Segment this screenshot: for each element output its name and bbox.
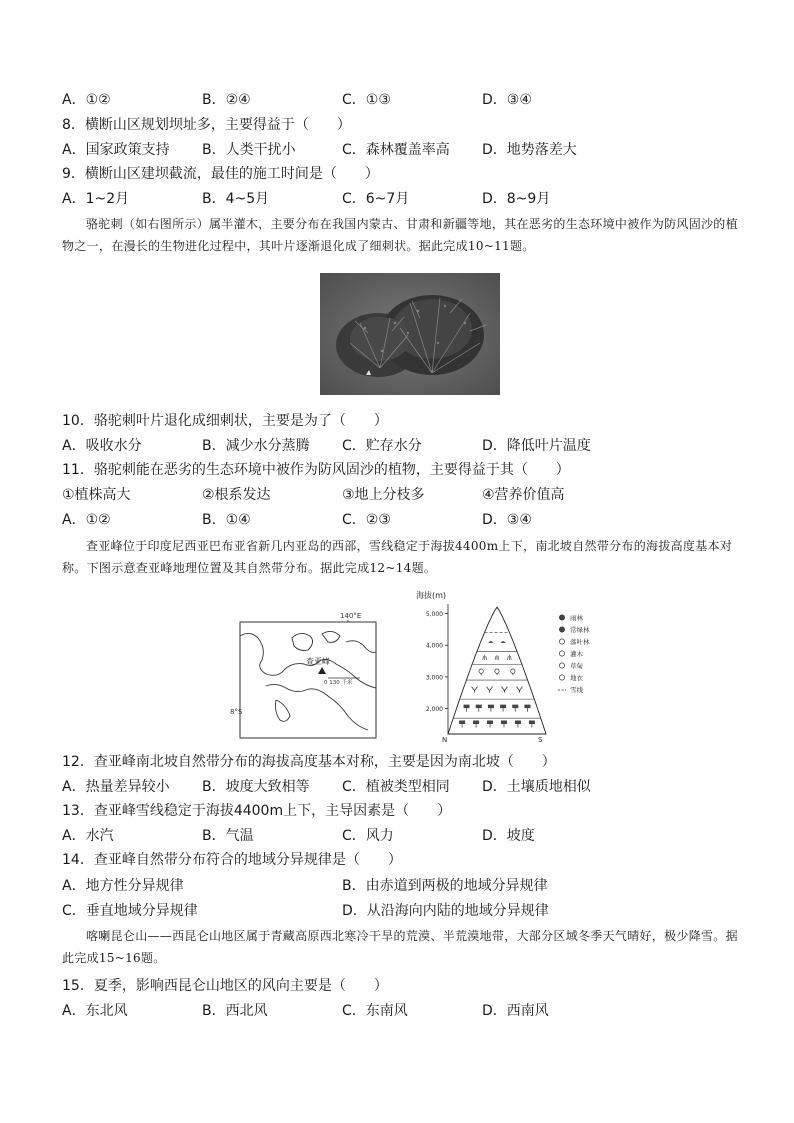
q11-stem: 11．骆驼刺能在恶劣的生态环境中被作为防风固沙的植物，主要得益于其（ ） — [62, 462, 570, 478]
evergreen-forest-symbol — [524, 705, 530, 709]
legend-swatch — [559, 675, 564, 680]
evergreen-forest-symbol — [464, 705, 470, 709]
q8-option-a[interactable]: A．国家政策支持 — [62, 142, 170, 158]
q12-option-d[interactable]: D．土壤质地相似 — [482, 779, 591, 795]
q10-option-b[interactable]: B．减少水分蒸腾 — [202, 438, 310, 454]
rainforest-symbol — [529, 720, 535, 724]
q12-option-b[interactable]: B．坡度大致相等 — [202, 779, 310, 795]
q13-option-b[interactable]: B．气温 — [202, 828, 254, 844]
evergreen-forest-symbol — [512, 705, 518, 709]
q15-option-a[interactable]: A．东北风 — [62, 1003, 128, 1019]
q13-stem: 13．查亚峰雪线稳定于海拔4400m上下，主导因素是（ ） — [62, 803, 452, 819]
legend-label: 草甸 — [570, 662, 583, 670]
rainforest-symbol — [473, 720, 479, 724]
legend-swatch — [559, 639, 564, 644]
q9-option-c[interactable]: C．6~7月 — [342, 191, 410, 207]
legend-swatch — [559, 615, 564, 620]
q14-option-a[interactable]: A．地方性分异规律 — [62, 878, 184, 894]
mountain-outline — [448, 607, 546, 734]
q15-option-c[interactable]: C．东南风 — [342, 1003, 408, 1019]
map-scale-label: 0 130 千米 — [324, 680, 353, 686]
legend-label: 雨林 — [570, 614, 583, 622]
location-map — [230, 608, 380, 742]
map-latitude-label: 8°S — [230, 708, 243, 716]
q13-option-a[interactable]: A．水汽 — [62, 828, 114, 844]
q9-option-d[interactable]: D．8~9月 — [482, 191, 551, 207]
q15-stem: 15．夏季，影响西昆仑山地区的风向主要是（ ） — [62, 978, 388, 994]
zone-y-tick-label: 3,000 — [425, 674, 443, 682]
q11-item-4: ④营养价值高 — [482, 487, 565, 503]
rainforest-symbol — [459, 720, 465, 724]
q11-item-1: ①植株高大 — [62, 487, 131, 503]
q14-option-c[interactable]: C．垂直地域分异规律 — [62, 903, 198, 919]
map-peak-label: 查亚峰 — [306, 657, 330, 666]
zone-chart-ylabel: 海拔(m) — [416, 591, 447, 600]
legend-label: 灌木 — [570, 650, 583, 658]
q10-option-a[interactable]: A．吸收水分 — [62, 438, 142, 454]
q8-option-c[interactable]: C．森林覆盖率高 — [342, 142, 450, 158]
zone-y-tick-label: 5,000 — [425, 611, 443, 619]
evergreen-forest-symbol — [500, 705, 506, 709]
q14-option-d[interactable]: D．从沿海向内陆的地域分异规律 — [342, 903, 549, 919]
q12-option-c[interactable]: C．植被类型相同 — [342, 779, 450, 795]
zone-chart-x-left: N — [442, 736, 448, 744]
legend-swatch — [559, 663, 564, 668]
q11-item-3: ③地上分枝多 — [342, 487, 425, 503]
passage-camelthorn: 骆驼刺（如右图所示）属半灌木，主要分布在我国内蒙古、甘肃和新疆等地，其在恶劣的生态环境中被作为防风固沙的植物之一，在漫长的生物进化过程中，其叶片逐渐退化成了细刺状。据此完成10~11题。 — [62, 217, 738, 253]
legend-label: 地衣 — [570, 674, 583, 682]
q13-option-d[interactable]: D．坡度 — [482, 828, 535, 844]
rainforest-symbol — [487, 720, 493, 724]
q11-option-d[interactable]: D．③④ — [482, 512, 532, 528]
q11-option-b[interactable]: B．①④ — [202, 512, 251, 528]
vertical-zone-chart — [408, 586, 608, 744]
q11-item-2: ②根系发达 — [202, 487, 271, 503]
map-longitude-label: 140°E — [340, 612, 362, 620]
q13-option-c[interactable]: C．风力 — [342, 828, 394, 844]
zone-chart-x-right: S — [538, 736, 543, 744]
zone-y-tick-label: 2,000 — [425, 706, 443, 714]
q9-option-b[interactable]: B．4~5月 — [202, 191, 270, 207]
evergreen-forest-symbol — [488, 705, 494, 709]
q14-option-b[interactable]: B．由赤道到两极的地域分异规律 — [342, 878, 548, 894]
q10-option-d[interactable]: D．降低叶片温度 — [482, 438, 591, 454]
q11-option-c[interactable]: C．②③ — [342, 512, 391, 528]
q8-option-b[interactable]: B．人类干扰小 — [202, 142, 296, 158]
q7-option-a[interactable]: A．①② — [62, 92, 111, 108]
legend-swatch — [559, 627, 564, 632]
q10-stem: 10．骆驼刺叶片退化成细刺状，主要是为了（ ） — [62, 413, 388, 429]
zone-y-tick-label: 4,000 — [425, 642, 443, 650]
legend-label: 雪线 — [570, 686, 583, 694]
q7-option-d[interactable]: D．③④ — [482, 92, 532, 108]
q7-option-b[interactable]: B．②④ — [202, 92, 251, 108]
rainforest-symbol — [515, 720, 521, 724]
q8-stem: 8．横断山区规划坝址多，主要得益于（ ） — [62, 117, 351, 133]
q12-option-a[interactable]: A．热量差异较小 — [62, 779, 170, 795]
q15-option-d[interactable]: D．西南风 — [482, 1003, 549, 1019]
q9-option-a[interactable]: A．1~2月 — [62, 191, 130, 207]
evergreen-forest-symbol — [476, 705, 482, 709]
legend-label: 常绿林 — [570, 626, 590, 634]
camelthorn-photo — [320, 273, 500, 395]
q11-option-a[interactable]: A．①② — [62, 512, 111, 528]
q10-option-c[interactable]: C．贮存水分 — [342, 438, 422, 454]
legend-label: 落叶林 — [570, 638, 590, 646]
passage-kunlun: 喀喇昆仑山——西昆仑山地区属于青藏高原西北寒冷干旱的荒漠、半荒漠地带，大部分区域冬季天气晴好，极少降雪。据此完成15~16题。 — [62, 929, 738, 965]
q8-option-d[interactable]: D．地势落差大 — [482, 142, 577, 158]
q9-stem: 9．横断山区建坝截流，最佳的施工时间是（ ） — [62, 166, 379, 182]
q15-option-b[interactable]: B．西北风 — [202, 1003, 268, 1019]
rainforest-symbol — [501, 720, 507, 724]
passage-puncak-jaya: 查亚峰位于印度尼西亚巴布亚省新几内亚岛的西部，雪线稳定于海拔4400m上下，南北坡自然带分布的海拔高度基本对称。下图示意查亚峰地理位置及其自然带分布。据此完成12~14题。 — [62, 539, 733, 575]
q7-option-c[interactable]: C．①③ — [342, 92, 391, 108]
q14-stem: 14．查亚峰自然带分布符合的地域分异规律是（ ） — [62, 852, 402, 868]
legend-swatch — [559, 651, 564, 656]
q12-stem: 12．查亚峰南北坡自然带分布的海拔高度基本对称，主要是因为南北坡（ ） — [62, 754, 556, 770]
